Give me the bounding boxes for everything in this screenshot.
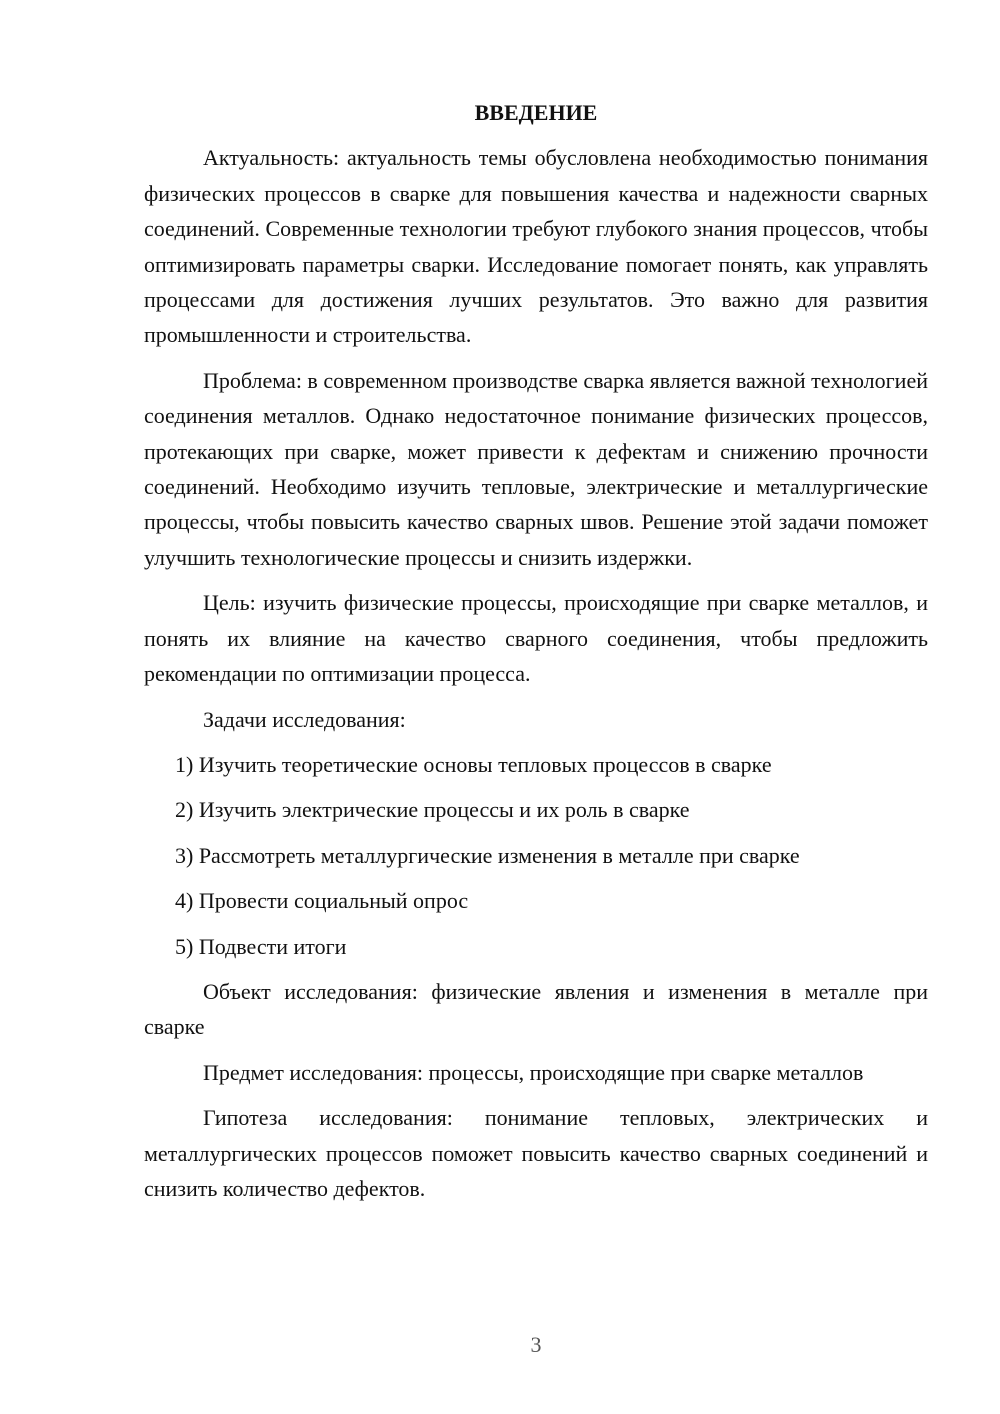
task-item: 4) Провести социальный опрос bbox=[175, 888, 469, 914]
paragraph-problem: Проблема: в современном производстве сварка является важной технологией соединения металлов. Однако недостаточное понимание физических процессов, протекающих при сварке, может привести к дефектам и снижению прочности соединений. Необходимо изучить тепловые, электрические и металлургические процессы, чтобы повысить качество сварных швов. Решение этой задачи поможет улучшить технологические процессы и снизить издержки. bbox=[144, 367, 928, 570]
paragraph-object: Объект исследования: физические явления и изменения в металле при сварке bbox=[144, 978, 928, 1040]
tasks-list bbox=[144, 747, 928, 964]
tasks-heading: Задачи исследования: bbox=[203, 706, 406, 732]
paragraph-goal: Цель: изучить физические процессы, происходящие при сварке металлов, и понять их влияние на качество сварного соединения, чтобы предложить рекомендации по оптимизации процесса. bbox=[144, 590, 928, 687]
task-item: 2) Изучить электрические процессы и их роль в сварке bbox=[175, 797, 690, 823]
page-content bbox=[144, 95, 928, 1216]
paragraph-subject: Предмет исследования: процессы, происходящие при сварке металлов bbox=[203, 1059, 864, 1085]
paragraph-relevance: Актуальность: актуальность темы обусловлена необходимостью понимания физических процессов в сварке для повышения качества и надежности сварных соединений. Современные технологии требуют глубокого знания процессов, чтобы оптимизировать параметры сварки. Исследование помогает понять, как управлять процессами для достижения лучших результатов. Это важно для развития промышленности и строительства. bbox=[144, 145, 928, 348]
task-item: 3) Рассмотреть металлургические изменения в металле при сварке bbox=[175, 842, 800, 868]
page-number: 3 bbox=[530, 1332, 542, 1357]
paragraph-hypothesis: Гипотеза исследования: понимание тепловых, электрических и металлургических процессов поможет повысить качество сварных соединений и снизить количество дефектов. bbox=[144, 1105, 928, 1201]
task-item: 1) Изучить теоретические основы тепловых процессов в сварке bbox=[175, 751, 772, 777]
task-item: 5) Подвести итоги bbox=[175, 933, 347, 959]
page-title: ВВЕДЕНИЕ bbox=[474, 100, 598, 125]
